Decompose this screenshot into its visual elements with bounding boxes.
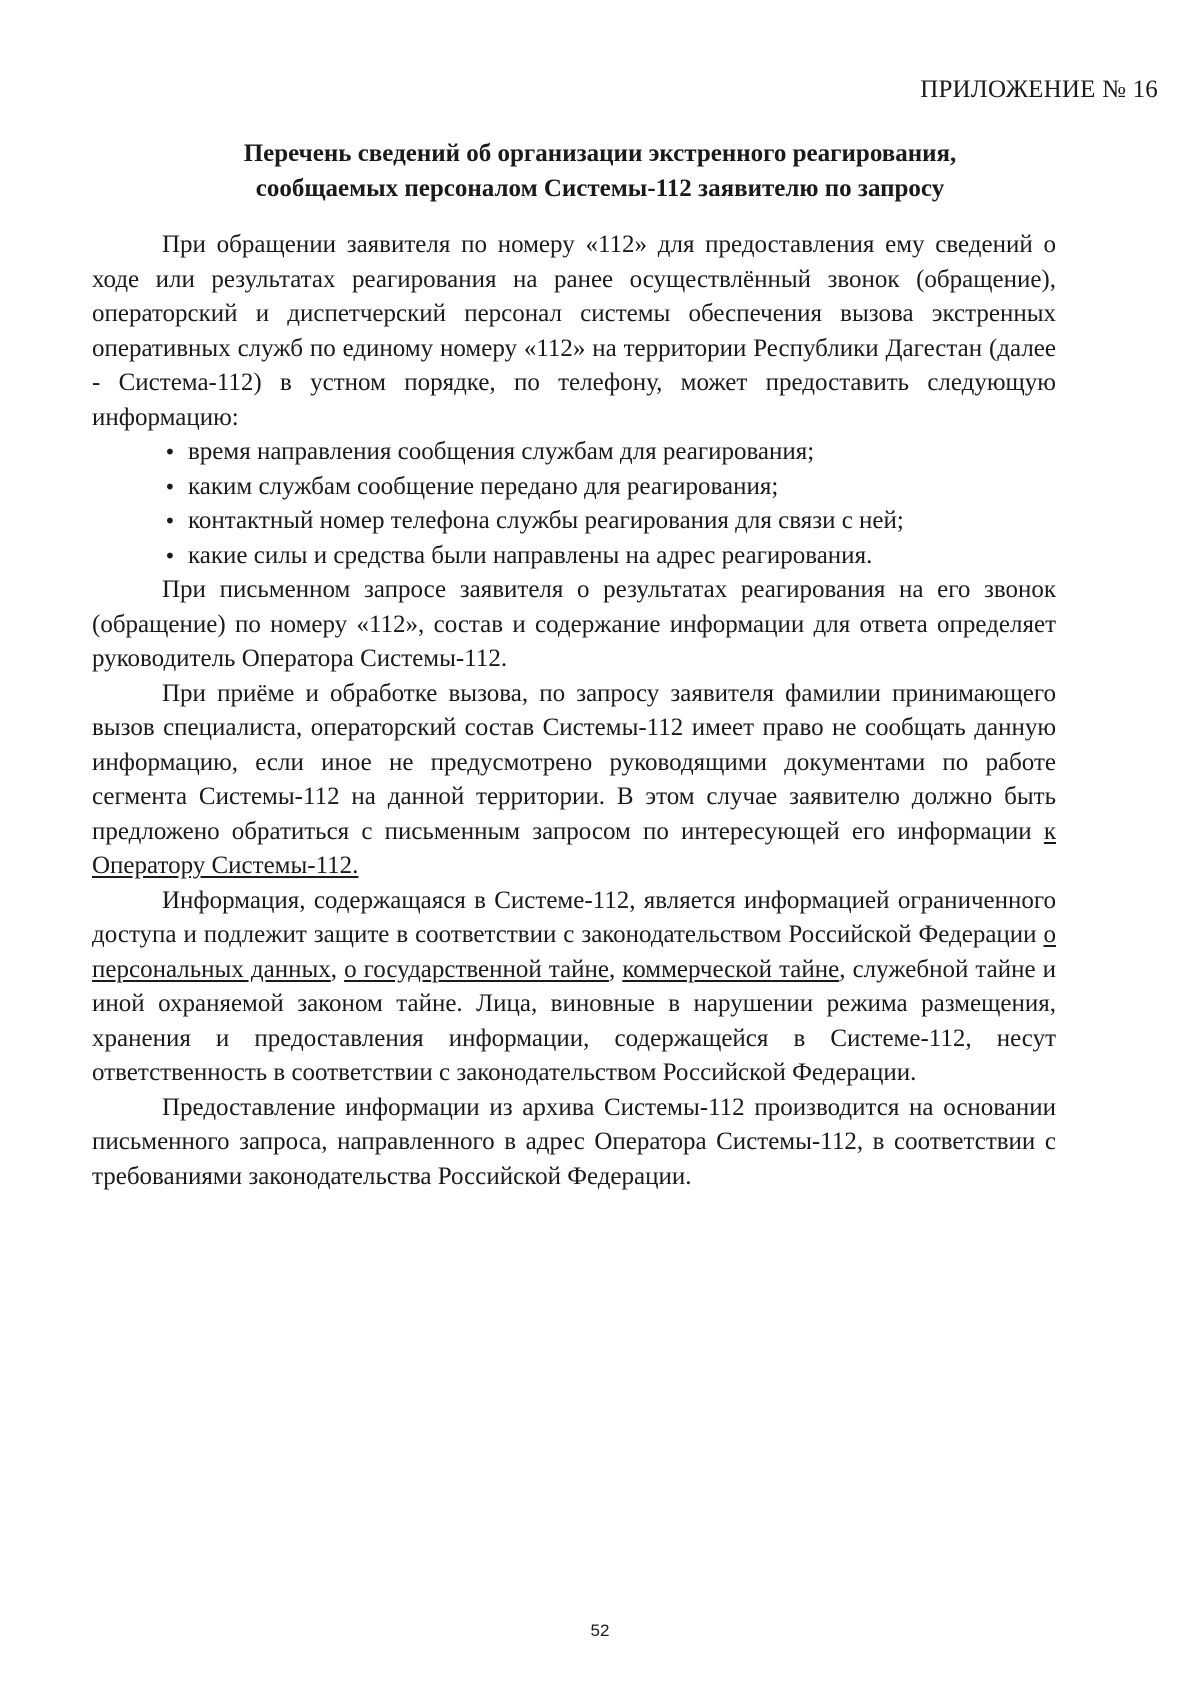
- commercial-secret-link[interactable]: коммерческой тайне: [622, 955, 840, 983]
- personal-data-link[interactable]: о персональных данных: [92, 921, 1056, 983]
- page-number: 52: [590, 1621, 610, 1640]
- paragraph-call-handling: [92, 677, 1056, 884]
- paragraph-intro: При обращении заявителя по номеру «112» для предоставления ему сведений о ходе или результатах реагирования на ранее осуществлённый звонок (обращение), операторский и диспетчерский персонал системы обеспечения вызова экстренных оперативных служб по единому номеру «112» на территории Республики Дагестан (далее - Система-112) в устном порядке, по телефону, может предоставить следующую информацию:: [92, 231, 1056, 431]
- separator: ,: [609, 955, 623, 983]
- separator: ,: [330, 955, 345, 983]
- list-item: • каким службам сообщение передано для реагирования;: [164, 470, 1056, 505]
- list-item: • какие силы и средства были направлены на адрес реагирования.: [164, 539, 1056, 574]
- list-item: • время направления сообщения службам для реагирования;: [164, 435, 1056, 470]
- appendix-label: ПРИЛОЖЕНИЕ № 16: [920, 76, 1158, 103]
- document-title: [80, 136, 1120, 206]
- paragraph-written-request: При письменном запросе заявителя о результатах реагирования на его звонок (обращение) по номеру «112», состав и содержание информации для ответа определяет руководитель Оператора Системы-112.: [92, 576, 1056, 672]
- restricted-info-text-1: Информация, содержащаяся в Системе-112, является информацией ограниченного доступа и подлежит защите в соответствии с законодательством Российской Федерации: [92, 886, 1056, 948]
- info-bullet-list: [92, 435, 1056, 573]
- operator-link[interactable]: к Оператору Системы-112.: [92, 817, 1056, 879]
- document-body: [92, 228, 1056, 1194]
- restricted-info-text-2: , служебной тайне и иной охраняемой законом тайне. Лица, виновные в нарушении режима размещения, хранения и предоставления информации, содержащейся в Системе-112, несут ответственность в соответствии с законодательством Российской Федерации.: [92, 955, 1057, 1086]
- list-item: • контактный номер телефона службы реагирования для связи с ней;: [164, 504, 1056, 539]
- title-line-2: сообщаемых персоналом Системы-112 заявителю по запросу: [255, 175, 945, 202]
- paragraph-restricted-info: [92, 884, 1056, 1091]
- title-line-1: Перечень сведений об организации экстренного реагирования,: [243, 140, 957, 167]
- paragraph-archive: Предоставление информации из архива Системы-112 производится на основании письменного запроса, направленного в адрес Оператора Системы-112, в соответствии с требованиями законодательства Российской Федерации.: [92, 1093, 1056, 1190]
- paragraph-call-handling-text: При приёме и обработке вызова, по запросу заявителя фамилии принимающего вызов специалиста, операторский состав Системы-112 имеет право не сообщать данную информацию, если иное не предусмотрено руководящими документами по работе сегмента Системы-112 на данной территории. В этом случае заявителю должно быть предложено обратиться с письменным запросом по интересующей его информации: [92, 679, 1056, 845]
- state-secret-link[interactable]: о государственной тайне: [344, 955, 610, 983]
